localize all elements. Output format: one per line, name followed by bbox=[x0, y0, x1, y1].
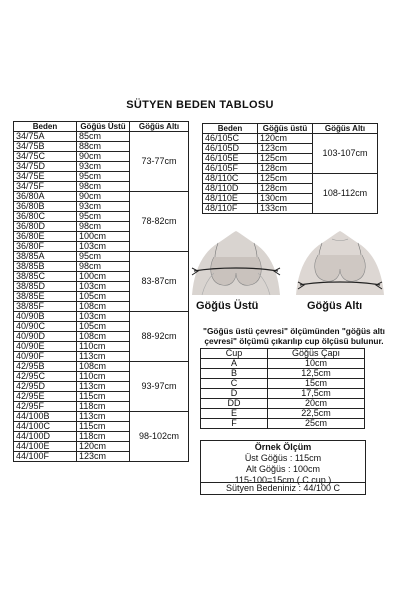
column-header: Cup bbox=[201, 349, 268, 359]
bust-cell: 105cm bbox=[77, 322, 130, 332]
size-cell: 36/80A bbox=[14, 192, 77, 202]
size-cell: 46/105E bbox=[203, 154, 258, 164]
bust-cell: 108cm bbox=[77, 332, 130, 342]
diameter-cell: 22,5cm bbox=[268, 409, 365, 419]
bust-caption: Göğüs Üstü bbox=[196, 300, 259, 312]
bust-cell: 100cm bbox=[77, 272, 130, 282]
bust-cell: 120cm bbox=[258, 134, 313, 144]
size-cell: 38/85F bbox=[14, 302, 77, 312]
table-row bbox=[201, 369, 365, 379]
size-table-right bbox=[202, 123, 378, 214]
size-cell: 44/100F bbox=[14, 452, 77, 462]
underbust-range-cell: 98-102cm bbox=[130, 412, 189, 462]
bust-cell: 115cm bbox=[77, 422, 130, 432]
table-row bbox=[201, 409, 365, 419]
bust-cell: 110cm bbox=[77, 372, 130, 382]
size-cell: 38/85C bbox=[14, 272, 77, 282]
example-heading: Örnek Ölçüm bbox=[254, 442, 312, 452]
size-cell: 46/105C bbox=[203, 134, 258, 144]
size-cell: 34/75E bbox=[14, 172, 77, 182]
bust-measurement-photo bbox=[188, 227, 284, 295]
table-row bbox=[14, 252, 189, 262]
cup-calculation-note: "Göğüs üstü çevresi" ölçümünden "göğüs altı çevresi" ölçümü çıkarılıp cup ölçüsü bulunur. bbox=[203, 326, 385, 346]
underbust-range-cell: 83-87cm bbox=[130, 252, 189, 312]
size-cell: 36/80B bbox=[14, 202, 77, 212]
bust-cell: 128cm bbox=[258, 184, 313, 194]
bust-cell: 133cm bbox=[258, 204, 313, 214]
bust-cell: 130cm bbox=[258, 194, 313, 204]
table-row bbox=[203, 174, 378, 184]
underbust-range-cell: 78-82cm bbox=[130, 192, 189, 252]
bust-cell: 85cm bbox=[77, 132, 130, 142]
size-cell: 44/100B bbox=[14, 412, 77, 422]
size-cell: 44/100C bbox=[14, 422, 77, 432]
table-row bbox=[201, 379, 365, 389]
cup-cell: D bbox=[201, 389, 268, 399]
page-title: SÜTYEN BEDEN TABLOSU bbox=[126, 99, 274, 111]
size-cell: 42/95F bbox=[14, 402, 77, 412]
bust-cell: 125cm bbox=[258, 154, 313, 164]
bust-cell: 98cm bbox=[77, 262, 130, 272]
diameter-cell: 17,5cm bbox=[268, 389, 365, 399]
bust-cell: 100cm bbox=[77, 232, 130, 242]
example-box bbox=[200, 440, 366, 486]
diameter-cell: 15cm bbox=[268, 379, 365, 389]
bust-cell: 103cm bbox=[77, 282, 130, 292]
bust-cell: 118cm bbox=[77, 402, 130, 412]
underbust-range-cell: 73-77cm bbox=[130, 132, 189, 192]
bust-cell: 95cm bbox=[77, 172, 130, 182]
bust-cell: 98cm bbox=[77, 222, 130, 232]
size-cell: 36/80C bbox=[14, 212, 77, 222]
bust-cell: 93cm bbox=[77, 202, 130, 212]
bust-cell: 123cm bbox=[77, 452, 130, 462]
bust-cell: 88cm bbox=[77, 142, 130, 152]
column-header: Göğüs Altı bbox=[130, 122, 189, 132]
size-cell: 38/85D bbox=[14, 282, 77, 292]
size-cell: 40/90C bbox=[14, 322, 77, 332]
size-cell: 42/95C bbox=[14, 372, 77, 382]
size-cell: 34/75A bbox=[14, 132, 77, 142]
example-result: Sütyen Bedeniniz : 44/100 C bbox=[200, 482, 366, 495]
table-row bbox=[201, 419, 365, 429]
bust-cell: 123cm bbox=[258, 144, 313, 154]
size-cell: 48/110C bbox=[203, 174, 258, 184]
size-cell: 42/95B bbox=[14, 362, 77, 372]
underbust-range-cell: 88-92cm bbox=[130, 312, 189, 362]
underbust-range-cell: 103-107cm bbox=[313, 134, 378, 174]
size-cell: 42/95D bbox=[14, 382, 77, 392]
size-cell: 44/100E bbox=[14, 442, 77, 452]
example-line: 115-100=15cm ( C cup ) bbox=[234, 475, 332, 485]
size-cell: 34/75C bbox=[14, 152, 77, 162]
bust-cell: 103cm bbox=[77, 242, 130, 252]
diameter-cell: 12,5cm bbox=[268, 369, 365, 379]
column-header: Göğüs Üstü bbox=[77, 122, 130, 132]
size-table-left bbox=[13, 121, 189, 462]
underbust-range-cell: 108-112cm bbox=[313, 174, 378, 214]
size-cell: 36/80F bbox=[14, 242, 77, 252]
size-cell: 36/80E bbox=[14, 232, 77, 242]
size-cell: 34/75F bbox=[14, 182, 77, 192]
bust-cell: 125cm bbox=[258, 174, 313, 184]
table-row bbox=[14, 192, 189, 202]
size-cell: 40/90B bbox=[14, 312, 77, 322]
bust-cell: 118cm bbox=[77, 432, 130, 442]
diameter-cell: 25cm bbox=[268, 419, 365, 429]
size-cell: 46/105F bbox=[203, 164, 258, 174]
bust-cell: 113cm bbox=[77, 412, 130, 422]
size-cell: 40/90D bbox=[14, 332, 77, 342]
column-header: Göğüs Çapı bbox=[268, 349, 365, 359]
size-cell: 34/75D bbox=[14, 162, 77, 172]
size-cell: 44/100D bbox=[14, 432, 77, 442]
size-cell: 48/110D bbox=[203, 184, 258, 194]
table-row bbox=[201, 389, 365, 399]
size-cell: 48/110F bbox=[203, 204, 258, 214]
bust-cell: 103cm bbox=[77, 312, 130, 322]
size-cell: 34/75B bbox=[14, 142, 77, 152]
cup-cell: DD bbox=[201, 399, 268, 409]
table-row bbox=[203, 134, 378, 144]
table-row bbox=[14, 312, 189, 322]
bust-cell: 115cm bbox=[77, 392, 130, 402]
example-line: Üst Göğüs : 115cm bbox=[244, 453, 322, 463]
example-line: Alt Göğüs : 100cm bbox=[245, 464, 321, 474]
column-header: Göğüs üstü bbox=[258, 124, 313, 134]
size-cell: 40/90F bbox=[14, 352, 77, 362]
diameter-cell: 10cm bbox=[268, 359, 365, 369]
column-header: Beden bbox=[14, 122, 77, 132]
bust-cell: 90cm bbox=[77, 192, 130, 202]
size-cell: 48/110E bbox=[203, 194, 258, 204]
table-header-row bbox=[203, 124, 378, 134]
bust-cell: 120cm bbox=[77, 442, 130, 452]
table-row bbox=[14, 132, 189, 142]
cup-table bbox=[200, 348, 365, 429]
bust-cell: 95cm bbox=[77, 252, 130, 262]
bust-cell: 90cm bbox=[77, 152, 130, 162]
bust-cell: 108cm bbox=[77, 362, 130, 372]
cup-cell: B bbox=[201, 369, 268, 379]
table-row bbox=[201, 359, 365, 369]
cup-cell: E bbox=[201, 409, 268, 419]
bust-cell: 105cm bbox=[77, 292, 130, 302]
bust-cell: 110cm bbox=[77, 342, 130, 352]
diameter-cell: 20cm bbox=[268, 399, 365, 409]
underbust-measurement-photo bbox=[292, 227, 388, 295]
table-row bbox=[201, 399, 365, 409]
bust-cell: 128cm bbox=[258, 164, 313, 174]
table-row bbox=[14, 412, 189, 422]
table-header-row bbox=[14, 122, 189, 132]
bust-cell: 98cm bbox=[77, 182, 130, 192]
cup-cell: A bbox=[201, 359, 268, 369]
size-cell: 42/95E bbox=[14, 392, 77, 402]
column-header: Beden bbox=[203, 124, 258, 134]
size-cell: 38/85A bbox=[14, 252, 77, 262]
underbust-caption: Göğüs Altı bbox=[307, 300, 363, 312]
column-header: Göğüs Altı bbox=[313, 124, 378, 134]
size-cell: 36/80D bbox=[14, 222, 77, 232]
bust-cell: 108cm bbox=[77, 302, 130, 312]
size-cell: 38/85B bbox=[14, 262, 77, 272]
table-header-row bbox=[201, 349, 365, 359]
size-cell: 46/105D bbox=[203, 144, 258, 154]
size-cell: 38/85E bbox=[14, 292, 77, 302]
size-cell: 40/90E bbox=[14, 342, 77, 352]
underbust-range-cell: 93-97cm bbox=[130, 362, 189, 412]
bust-cell: 95cm bbox=[77, 212, 130, 222]
bust-cell: 93cm bbox=[77, 162, 130, 172]
cup-cell: F bbox=[201, 419, 268, 429]
table-row bbox=[14, 362, 189, 372]
bust-cell: 113cm bbox=[77, 352, 130, 362]
bust-cell: 113cm bbox=[77, 382, 130, 392]
cup-cell: C bbox=[201, 379, 268, 389]
